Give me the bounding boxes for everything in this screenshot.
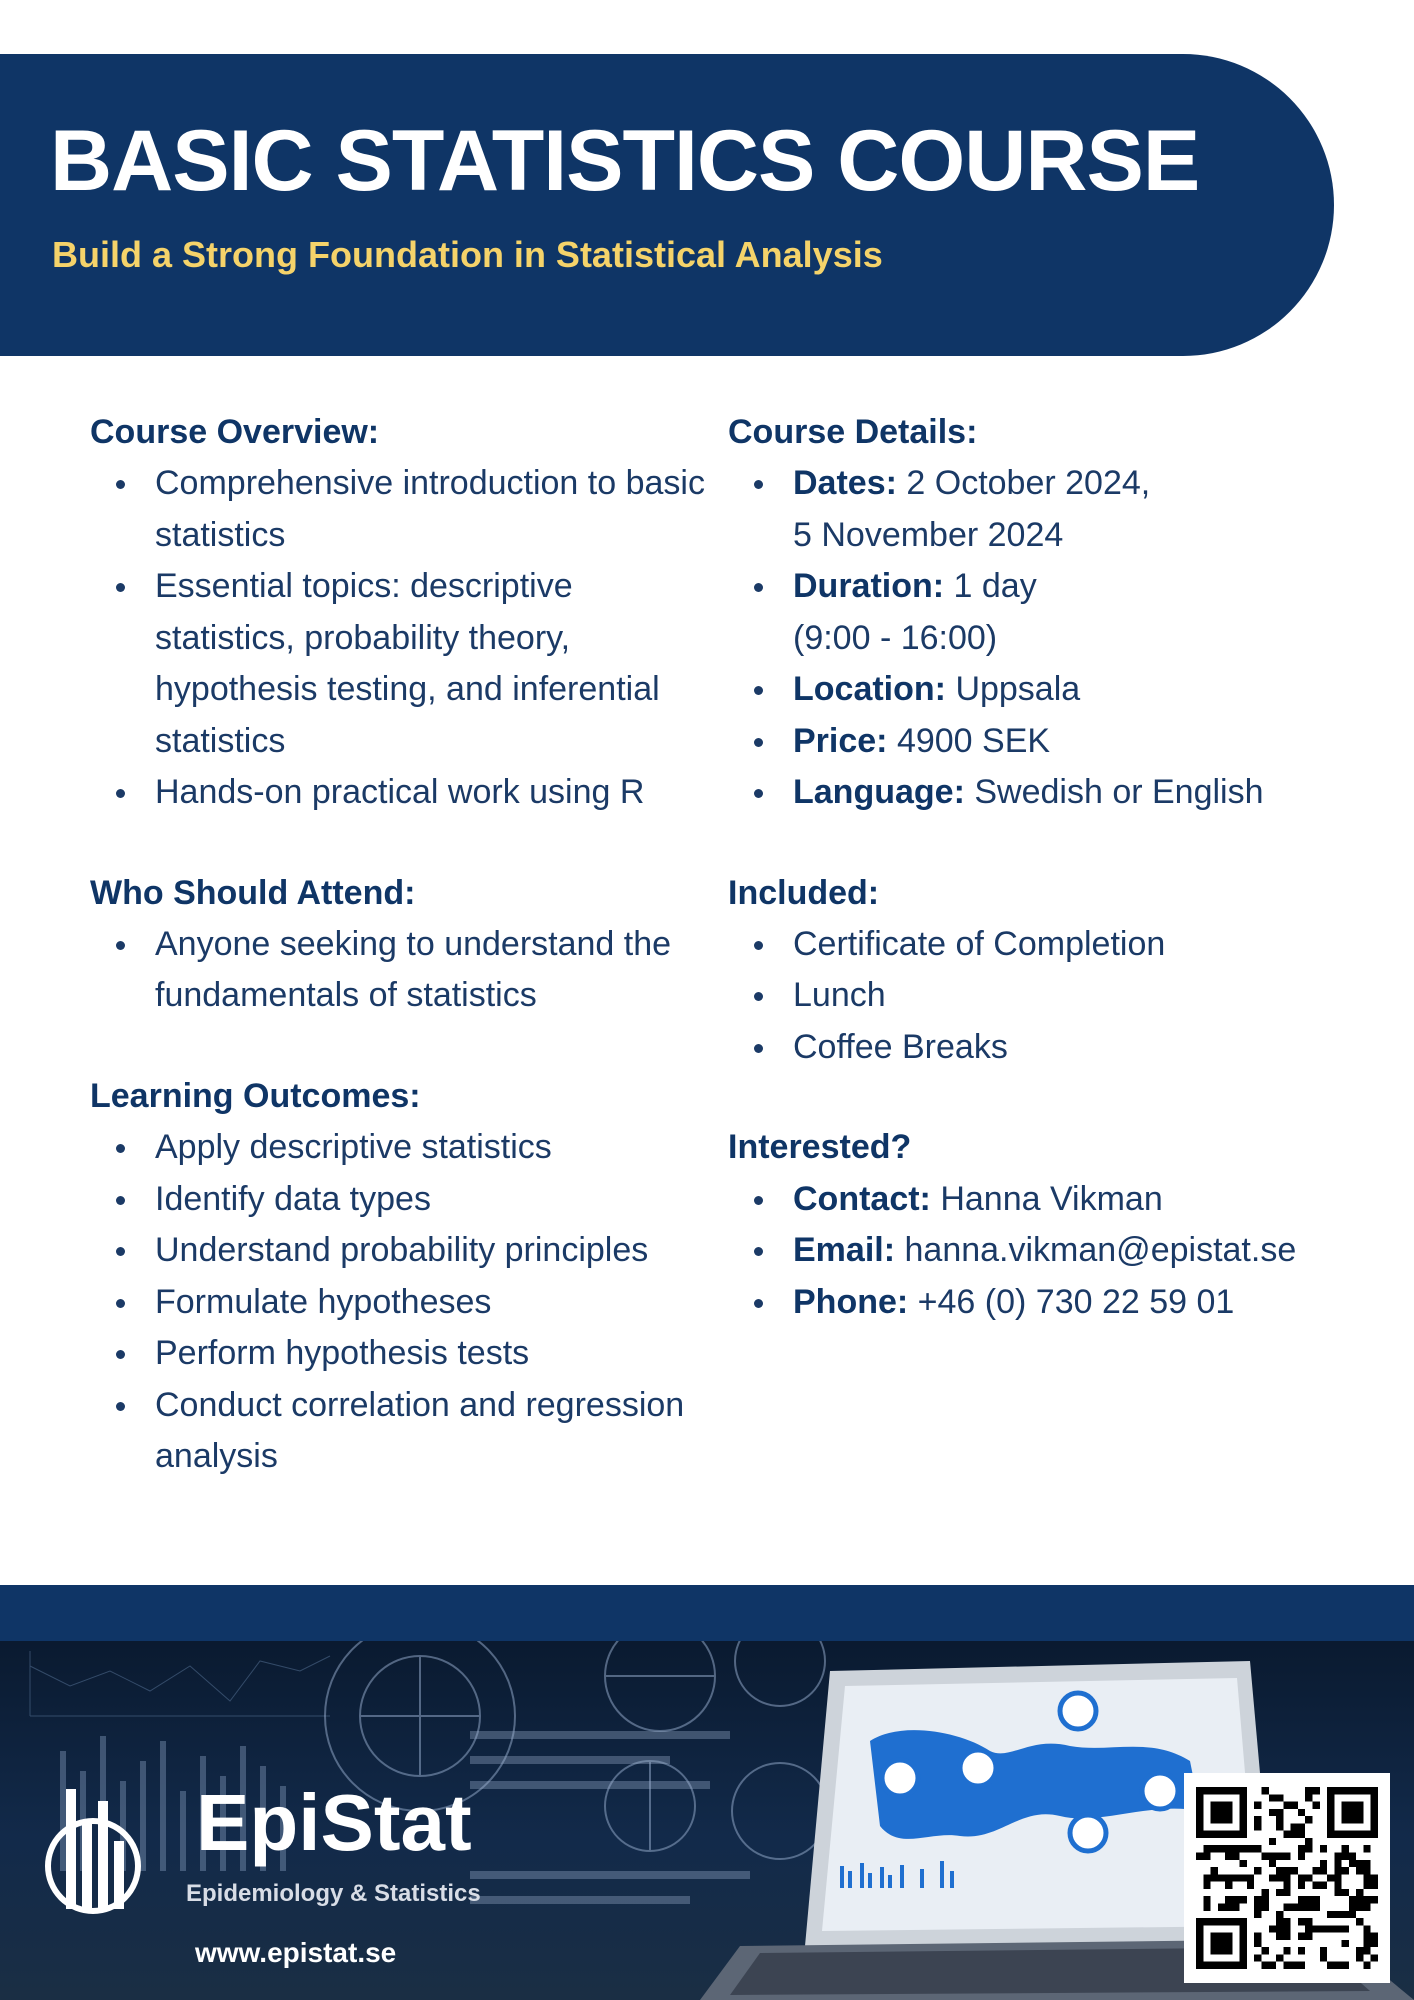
phone-link[interactable]: +46 (0) 730 22 59 01 (917, 1282, 1235, 1321)
who-should-attend-list (90, 919, 710, 1022)
qr-code-icon (1196, 1785, 1378, 1971)
left-column (90, 410, 710, 1535)
included-heading: Included: (728, 873, 880, 912)
price-label: Price: (793, 721, 888, 760)
duration-label: Duration: (793, 567, 945, 606)
email-label: Email: (793, 1231, 896, 1270)
interested-section (728, 1125, 1368, 1328)
logo-tagline: Epidemiology & Statistics (186, 1880, 481, 1907)
email-link[interactable]: hanna.vikman@epistat.se (904, 1231, 1297, 1270)
email-item (728, 1225, 1368, 1277)
course-overview-heading: Course Overview: (90, 413, 380, 451)
price-item (728, 716, 1368, 768)
list-item: Lunch (728, 970, 1368, 1022)
location-label: Location: (793, 670, 946, 709)
language-value: Swedish or English (974, 773, 1264, 812)
list-item: Coffee Breaks (728, 1022, 1368, 1074)
language-item (728, 767, 1368, 819)
right-column (728, 410, 1368, 1380)
website-link[interactable]: www.epistat.se (195, 1937, 397, 1968)
page-subtitle: Build a Strong Foundation in Statistical Analysis (52, 234, 883, 275)
list-item: Identify data types (90, 1174, 710, 1226)
qr-code[interactable] (1184, 1773, 1390, 1983)
page-title: BASIC STATISTICS COURSE (50, 113, 1200, 209)
course-overview-section (90, 410, 710, 819)
learning-outcomes-section (90, 1074, 710, 1483)
learning-outcomes-list (90, 1122, 710, 1483)
contact-label: Contact: (793, 1179, 931, 1218)
who-should-attend-heading: Who Should Attend: (90, 873, 416, 912)
who-should-attend-section (90, 871, 710, 1022)
location-value: Uppsala (955, 670, 1081, 709)
learning-outcomes-heading: Learning Outcomes: (90, 1076, 421, 1115)
dates-value-line1: 2 October 2024, (906, 464, 1151, 503)
contact-item (728, 1174, 1368, 1226)
contact-value: Hanna Vikman (940, 1179, 1163, 1218)
list-item: Perform hypothesis tests (90, 1328, 710, 1380)
language-label: Language: (793, 773, 965, 812)
included-section (728, 871, 1368, 1074)
list-item: Essential topics: descriptive statistics, probability theory, hypothesis testing, and inferential statistics (90, 561, 710, 767)
list-item: Apply descriptive statistics (90, 1122, 710, 1174)
list-item: Understand probability principles (90, 1225, 710, 1277)
duration-value-line1: 1 day (953, 567, 1037, 606)
footer-bar (0, 1585, 1414, 1641)
list-item: Formulate hypotheses (90, 1277, 710, 1329)
price-value: 4900 SEK (896, 721, 1051, 760)
duration-item (728, 561, 1368, 664)
duration-value-line2: (9:00 - 16:00) (793, 618, 998, 657)
phone-item (728, 1277, 1368, 1329)
dates-item (728, 458, 1368, 561)
list-item: Conduct correlation and regression analysis (90, 1380, 710, 1483)
dates-value-line2: 5 November 2024 (793, 515, 1064, 554)
course-overview-list (90, 458, 710, 819)
list-item: Comprehensive introduction to basic statistics (90, 458, 710, 561)
location-item (728, 664, 1368, 716)
course-details-heading: Course Details: (728, 413, 978, 451)
course-details-section (728, 410, 1368, 819)
list-item: Anyone seeking to understand the fundamentals of statistics (90, 919, 710, 1022)
logo-name: EpiStat (196, 1778, 472, 1867)
list-item: Certificate of Completion (728, 919, 1368, 971)
phone-label: Phone: (793, 1282, 909, 1321)
course-details-list (728, 458, 1368, 819)
dates-label: Dates: (793, 464, 897, 503)
contact-list (728, 1174, 1368, 1329)
included-list (728, 919, 1368, 1074)
list-item: Hands-on practical work using R (90, 767, 710, 819)
interested-heading: Interested? (728, 1128, 912, 1167)
